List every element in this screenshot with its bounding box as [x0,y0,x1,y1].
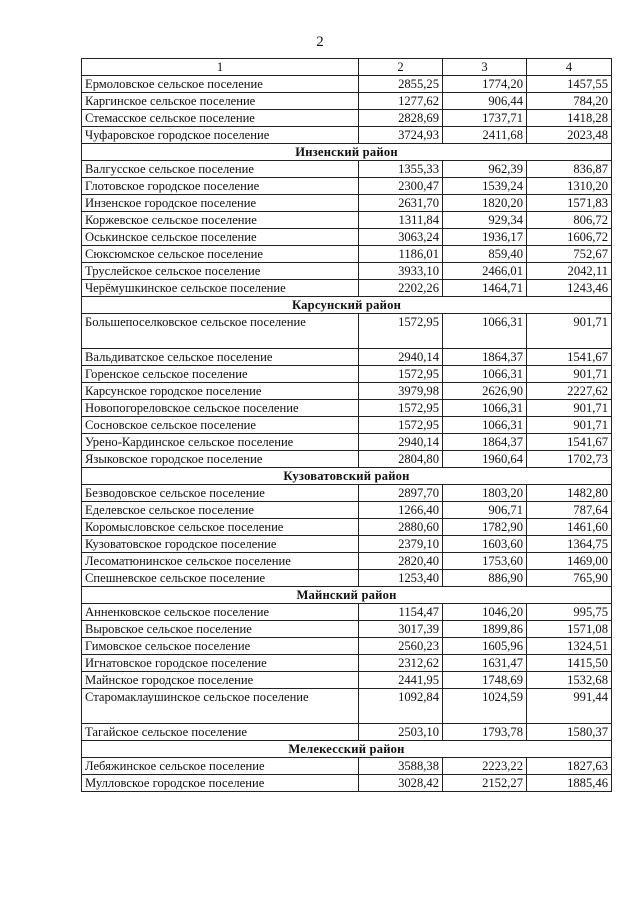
table-row [82,400,612,417]
settlement-name: Стемасское сельское поселение [82,110,359,127]
value-col-2: 3028,42 [359,775,443,792]
district-name: Кузоватовский район [82,468,612,485]
value-col-3: 1066,31 [443,400,527,417]
table-row [82,229,612,246]
value-col-4: 1885,46 [527,775,612,792]
value-col-2: 1572,95 [359,314,443,349]
value-col-4: 1415,50 [527,655,612,672]
district-header-row [82,144,612,161]
table-row [82,383,612,400]
table-row [82,570,612,587]
value-col-2: 2300,47 [359,178,443,195]
district-name: Мелекесский район [82,741,612,758]
settlement-name: Урено-Кардинское сельское поселение [82,434,359,451]
table-row [82,604,612,621]
value-col-3: 1046,20 [443,604,527,621]
value-col-4: 901,71 [527,366,612,383]
table-row [82,314,612,349]
settlement-name: Мулловское городское поселение [82,775,359,792]
value-col-4: 1243,46 [527,280,612,297]
data-table [81,58,612,792]
value-col-4: 995,75 [527,604,612,621]
table-row [82,434,612,451]
value-col-2: 3063,24 [359,229,443,246]
settlement-name: Языковское городское поселение [82,451,359,468]
value-col-2: 2379,10 [359,536,443,553]
value-col-4: 1571,83 [527,195,612,212]
value-col-2: 3017,39 [359,621,443,638]
value-col-2: 2560,23 [359,638,443,655]
value-col-4: 806,72 [527,212,612,229]
settlement-name: Лесоматюнинское сельское поселение [82,553,359,570]
value-col-2: 1277,62 [359,93,443,110]
value-col-3: 1803,20 [443,485,527,502]
table-row [82,655,612,672]
settlement-name: Лебяжинское сельское поселение [82,758,359,775]
value-col-4: 901,71 [527,400,612,417]
value-col-4: 991,44 [527,689,612,724]
table-row [82,553,612,570]
value-col-3: 1936,17 [443,229,527,246]
value-col-2: 2312,62 [359,655,443,672]
value-col-4: 1364,75 [527,536,612,553]
value-col-3: 886,90 [443,570,527,587]
value-col-3: 1820,20 [443,195,527,212]
settlement-name: Игнатовское городское поселение [82,655,359,672]
value-col-3: 1753,60 [443,553,527,570]
value-col-3: 906,44 [443,93,527,110]
value-col-3: 1066,31 [443,314,527,349]
column-header: 3 [443,59,527,76]
table-row [82,451,612,468]
table-body [82,59,612,792]
value-col-4: 2227,62 [527,383,612,400]
table-row [82,195,612,212]
settlement-name: Глотовское городское поселение [82,178,359,195]
settlement-name: Чуфаровское городское поселение [82,127,359,144]
value-col-3: 1864,37 [443,434,527,451]
settlement-name: Валгусское сельское поселение [82,161,359,178]
value-col-4: 1571,08 [527,621,612,638]
value-col-2: 1253,40 [359,570,443,587]
value-col-4: 765,90 [527,570,612,587]
settlement-name: Черёмушкинское сельское поселение [82,280,359,297]
district-name: Майнский район [82,587,612,604]
table-row [82,212,612,229]
district-name: Инзенский район [82,144,612,161]
value-col-2: 2441,95 [359,672,443,689]
value-col-4: 1827,63 [527,758,612,775]
value-col-3: 1774,20 [443,76,527,93]
value-col-4: 2042,11 [527,263,612,280]
settlement-name: Новопогореловское сельское поселение [82,400,359,417]
value-col-4: 1461,60 [527,519,612,536]
table-row [82,110,612,127]
value-col-2: 2855,25 [359,76,443,93]
settlement-name: Вальдиватское сельское поселение [82,349,359,366]
value-col-3: 2411,68 [443,127,527,144]
value-col-2: 2804,80 [359,451,443,468]
value-col-3: 1631,47 [443,655,527,672]
value-col-4: 1541,67 [527,434,612,451]
settlement-name: Старомаклаушинское сельское поселение [82,689,359,724]
value-col-2: 3933,10 [359,263,443,280]
settlement-name: Горенское сельское поселение [82,366,359,383]
settlement-name: Каргинское сельское поселение [82,93,359,110]
settlement-name: Кузоватовское городское поселение [82,536,359,553]
value-col-2: 1311,84 [359,212,443,229]
value-col-3: 1782,90 [443,519,527,536]
value-col-4: 787,64 [527,502,612,519]
value-col-4: 1457,55 [527,76,612,93]
column-header: 2 [359,59,443,76]
value-col-2: 1186,01 [359,246,443,263]
value-col-3: 1748,69 [443,672,527,689]
table-row [82,758,612,775]
value-col-3: 2152,27 [443,775,527,792]
settlement-name: Коромысловское сельское поселение [82,519,359,536]
value-col-2: 1572,95 [359,417,443,434]
table-row [82,672,612,689]
value-col-4: 901,71 [527,417,612,434]
table-row [82,76,612,93]
value-col-4: 901,71 [527,314,612,349]
value-col-2: 1572,95 [359,366,443,383]
settlement-name: Безводовское сельское поселение [82,485,359,502]
value-col-3: 1066,31 [443,366,527,383]
table-row [82,246,612,263]
settlement-name: Оськинское сельское поселение [82,229,359,246]
value-col-2: 1572,95 [359,400,443,417]
value-col-4: 1310,20 [527,178,612,195]
district-header-row [82,468,612,485]
table-row [82,263,612,280]
settlement-name: Выровское сельское поселение [82,621,359,638]
value-col-3: 2466,01 [443,263,527,280]
value-col-3: 906,71 [443,502,527,519]
district-header-row [82,741,612,758]
table-row [82,536,612,553]
value-col-2: 2880,60 [359,519,443,536]
table-row [82,519,612,536]
table-row [82,775,612,792]
value-col-3: 1539,24 [443,178,527,195]
value-col-4: 836,87 [527,161,612,178]
value-col-2: 1154,47 [359,604,443,621]
settlement-name: Еделевское сельское поселение [82,502,359,519]
settlement-name: Большепоселковское сельское поселение [82,314,359,349]
value-col-3: 1793,78 [443,724,527,741]
value-col-4: 2023,48 [527,127,612,144]
table-row [82,502,612,519]
value-col-4: 1580,37 [527,724,612,741]
table-row [82,638,612,655]
value-col-2: 3588,38 [359,758,443,775]
settlement-name: Спешневское сельское поселение [82,570,359,587]
table-row [82,349,612,366]
value-col-2: 2631,70 [359,195,443,212]
table-row [82,724,612,741]
value-col-3: 1066,31 [443,417,527,434]
value-col-3: 1864,37 [443,349,527,366]
settlement-name: Инзенское городское поселение [82,195,359,212]
settlement-name: Коржевское сельское поселение [82,212,359,229]
value-col-4: 1532,68 [527,672,612,689]
value-col-3: 1737,71 [443,110,527,127]
value-col-4: 1418,28 [527,110,612,127]
value-col-2: 2828,69 [359,110,443,127]
value-col-2: 2503,10 [359,724,443,741]
value-col-4: 752,67 [527,246,612,263]
table-row [82,280,612,297]
settlement-name: Сосновское сельское поселение [82,417,359,434]
settlement-name: Анненковское сельское поселение [82,604,359,621]
settlement-name: Ермоловское сельское поселение [82,76,359,93]
value-col-2: 2897,70 [359,485,443,502]
value-col-4: 784,20 [527,93,612,110]
value-col-3: 1603,60 [443,536,527,553]
value-col-2: 1092,84 [359,689,443,724]
value-col-2: 2820,40 [359,553,443,570]
district-header-row [82,587,612,604]
value-col-3: 1024,59 [443,689,527,724]
value-col-4: 1541,67 [527,349,612,366]
table-row [82,485,612,502]
settlement-name: Гимовское сельское поселение [82,638,359,655]
value-col-3: 962,39 [443,161,527,178]
value-col-3: 1605,96 [443,638,527,655]
settlement-name: Труслейское сельское поселение [82,263,359,280]
value-col-4: 1606,72 [527,229,612,246]
column-header: 1 [82,59,359,76]
settlement-name: Майнское городское поселение [82,672,359,689]
value-col-3: 1899,86 [443,621,527,638]
value-col-2: 1355,33 [359,161,443,178]
page-number: 2 [316,34,324,50]
value-col-2: 2940,14 [359,434,443,451]
value-col-3: 2223,22 [443,758,527,775]
value-col-2: 2940,14 [359,349,443,366]
table-row [82,93,612,110]
column-number-header [82,59,612,76]
table-row [82,417,612,434]
value-col-2: 3979,98 [359,383,443,400]
value-col-2: 2202,26 [359,280,443,297]
value-col-3: 929,34 [443,212,527,229]
value-col-3: 2626,90 [443,383,527,400]
value-col-3: 1960,64 [443,451,527,468]
column-header: 4 [527,59,612,76]
settlement-name: Карсунское городское поселение [82,383,359,400]
district-header-row [82,297,612,314]
table-row [82,689,612,724]
table-row [82,366,612,383]
table-row [82,161,612,178]
value-col-4: 1324,51 [527,638,612,655]
settlement-name: Сюксюмское сельское поселение [82,246,359,263]
value-col-3: 859,40 [443,246,527,263]
table-row [82,178,612,195]
value-col-4: 1469,00 [527,553,612,570]
value-col-3: 1464,71 [443,280,527,297]
value-col-4: 1702,73 [527,451,612,468]
value-col-2: 3724,93 [359,127,443,144]
settlement-name: Тагайское сельское поселение [82,724,359,741]
table-row [82,127,612,144]
table-row [82,621,612,638]
district-name: Карсунский район [82,297,612,314]
value-col-2: 1266,40 [359,502,443,519]
value-col-4: 1482,80 [527,485,612,502]
